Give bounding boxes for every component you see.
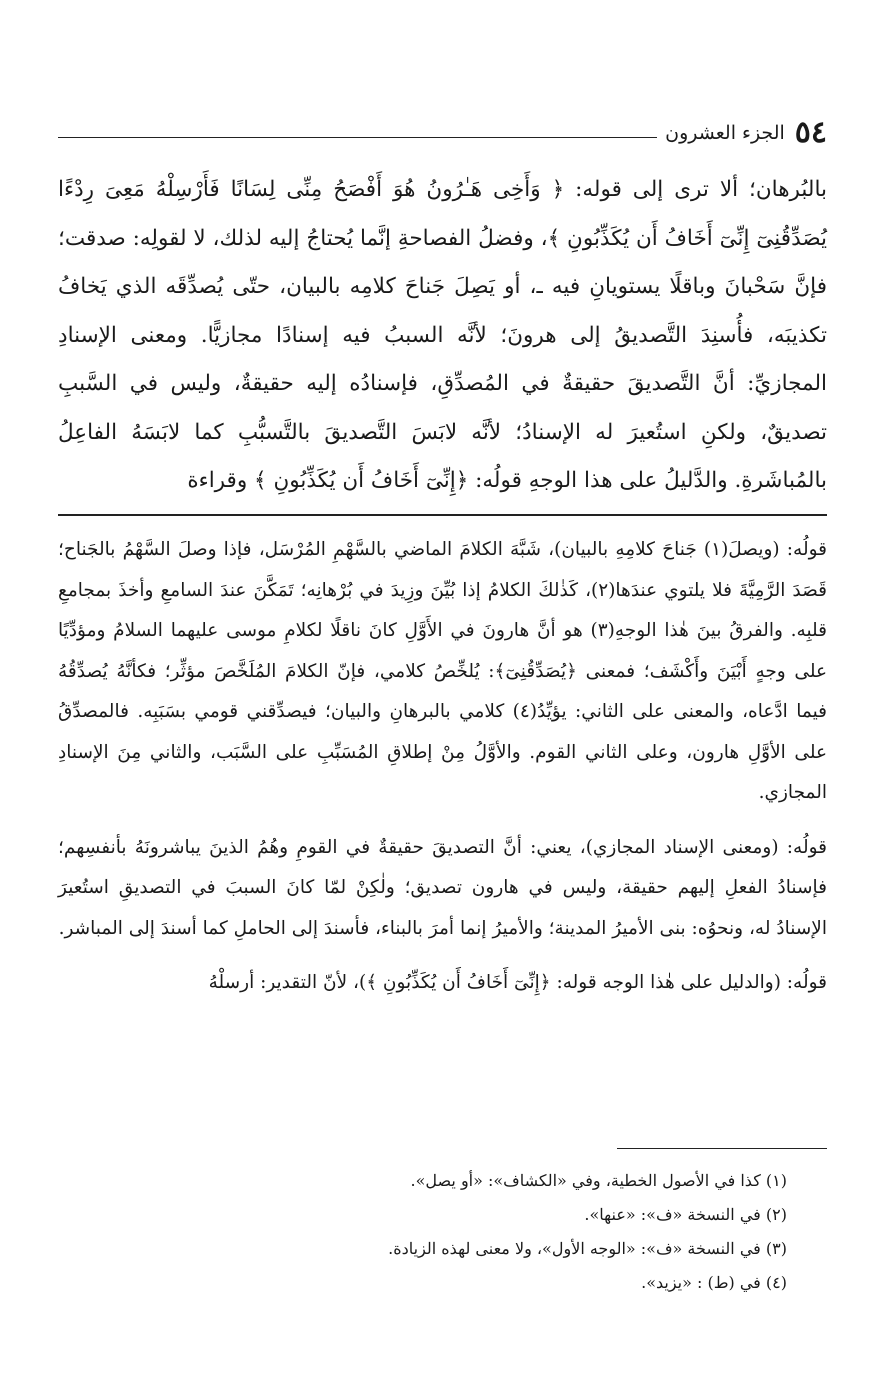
commentary-paragraph-3: قولُه: (والدليل على هٰذا الوجه قوله: ﴿إِنِّىٓ أَخَافُ أَن يُكَذِّبُونِ ﴾)، لأنّ التقدير: أرسلْهُ <box>208 972 827 993</box>
footnote-2: (٢) في النسخة «ف»: «عنها». <box>584 1205 787 1224</box>
footnotes <box>58 1164 787 1300</box>
commentary-paragraph-1: قولُه: (ويصلَ(١) جَناحَ كلامِهِ بالبيان)، شَبَّهَ الكلامَ الماضي بالسَّهْمِ المُرْسَل، فإذا وصلَ السَّهْمُ بالجَناح؛ قَصَدَ الرَّمِيَّةَ فلا يلتوي عندَها(٢)، كَذٰلكَ الكلامُ إذا بُيِّنَ وزِيدَ في بُرْهانِه؛ تَمَكَّنَ عندَ السامعِ وأخذَ بمجامعِ قلبِه. والفرقُ بينَ هٰذا الوجهِ(٣) هو أنَّ هارونَ في الأَوَّلِ كانَ ناقلًا لكلامِ موسى عليهما السلامُ ومؤدِّيًا على وجهٍ أَبْيَنَ وأَكْشَف؛ فمعنى ﴿يُصَدِّقُنِىٓ﴾: يُلخِّصُ كلامي، فإنّ الكلامَ المُلَخَّصَ مؤثِّر؛ فكأنَّهُ يُصدِّقُهُ فيما ادَّعاه، والمعنى على الثاني: يؤيِّدُ(٤) كلامي بالبرهانِ والبيان؛ فيصدِّقني قومي بسَبَبِه. فالمصدِّقُ على الأوَّلِ هارون، وعلى الثاني القوم. والأوَّلُ مِنْ إطلاقِ المُسَبِّبِ على السَّبَب، والثاني مِنَ الإسنادِ المجازي. <box>58 539 828 803</box>
main-divider <box>58 514 827 516</box>
page-header <box>58 112 827 148</box>
running-title: الجزء العشرون <box>665 122 785 144</box>
commentary-paragraph-2: قولُه: (ومعنى الإسناد المجازي)، يعني: أنَّ التصديقَ حقيقةٌ في القومِ وهُمُ الذينَ يباشرونَهُ بأنفسِهم؛ فإسنادُ الفعلِ إليهم حقيقة، وليس في هارون تصديق؛ ولٰكِنْ لمّا كانَ السببَ في التصديقِ استُعيرَ الإسنادُ له، ونحوُه: بنى الأميرُ المدينة؛ والأميرُ إنما أمرَ بالبناء، فأسندَ إلى الحاملِ كما أسندَ إلى المباشر. <box>58 836 827 939</box>
main-paragraph: بالبُرهان؛ ألا ترى إلى قوله: ﴿ وَأَخِى هَـٰرُونُ هُوَ أَفْصَحُ مِنِّى لِسَانًا فَأَرْسِلْهُ مَعِىَ رِدْءًا يُصَدِّقُنِىٓ إِنِّىٓ أَخَافُ أَن يُكَذِّبُونِ ﴾، وفضلُ الفصاحةِ إنَّما يُحتاجُ إليه لذلك، لا لقولِه: صدقت؛ فإنَّ سَحْبانَ وباقلًا يستويانِ فيه ـ، أو يَصِلَ جَناحَ كلامِه بالبيان، حتّى يُصدِّقَه الذي يَخافُ تكذيبَه، فأُسنِدَ التَّصديقُ إلى هرونَ؛ لأنَّه السببُ فيه إسنادًا مجازيًّا. ومعنى الإسنادِ المجازيِّ: أنَّ التَّصديقَ حقيقةٌ في المُصدِّقِ، فإسنادُه إليه حقيقةٌ، وليس في السَّببِ تصديقٌ، ولكنِ استُعيرَ له الإسنادُ؛ لأنَّه لابَسَ التَّصديقَ بالتَّسبُّبِ كما لابَسَهُ الفاعِلُ بالمُباشَرةِ. والدَّليلُ على هذا الوجهِ قولُه: ﴿إِنِّىٓ أَخَافُ أَن يُكَذِّبُونِ ﴾ وقراءة <box>58 177 827 493</box>
footnote-divider <box>617 1148 827 1149</box>
main-text <box>58 166 827 506</box>
commentary <box>58 530 827 1120</box>
footnote-3: (٣) في النسخة «ف»: «الوجه الأول»، ولا معنى لهذه الزيادة. <box>388 1239 787 1258</box>
footnote-4: (٤) في (ط) : «يزيد». <box>641 1273 787 1292</box>
header-rule <box>58 137 657 138</box>
footnote-1: (١) كذا في الأصول الخطية، وفي «الكشاف»: «أو يصل». <box>410 1171 787 1190</box>
page-number: ٥٤ <box>794 115 827 150</box>
